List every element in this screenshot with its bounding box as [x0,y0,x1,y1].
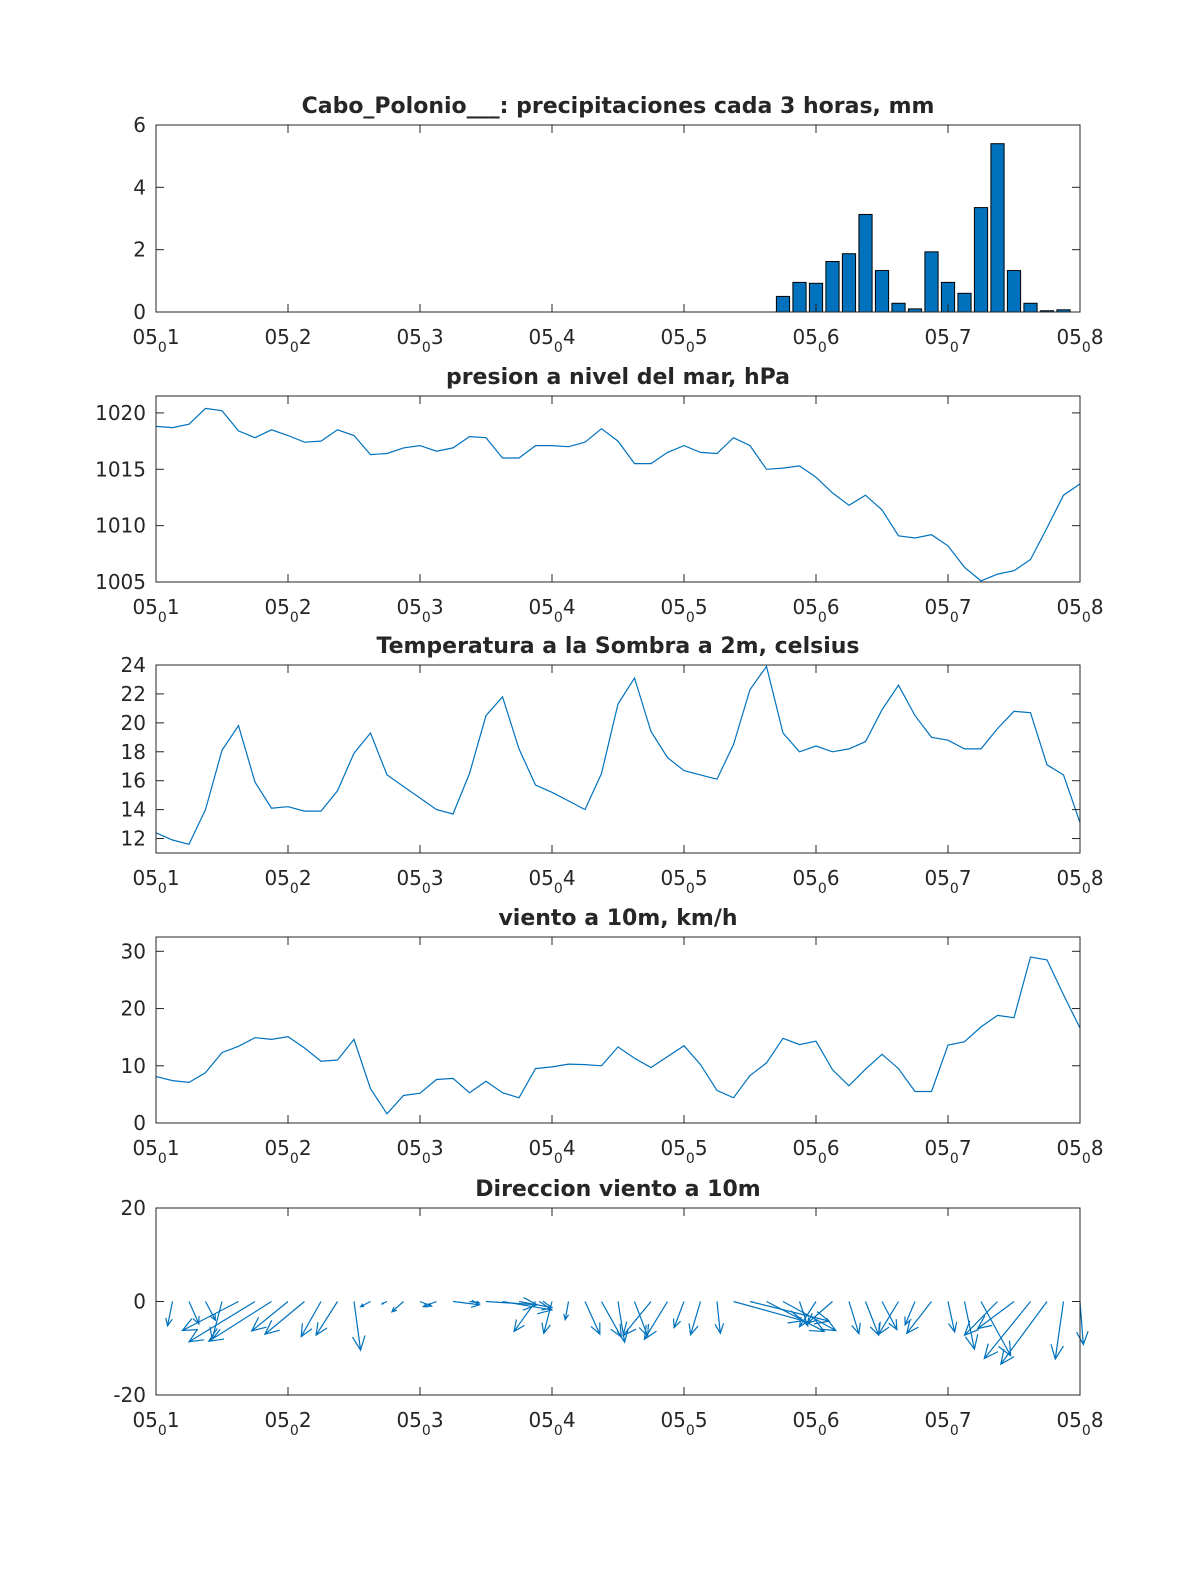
wind-arrow [209,1302,272,1342]
y-tick-label: 20 [120,710,146,735]
y-tick-label: 12 [120,826,146,851]
y-tick-label: 1020 [95,400,146,425]
x-tick-label: $05_02$ [264,1136,312,1167]
y-tick-label: 0 [133,300,146,324]
y-tick-label: 16 [120,768,146,793]
wind-arrow [981,1302,1011,1356]
wind-arrow [907,1302,932,1334]
wind-arrow [392,1302,404,1312]
wind-arrow [948,1302,957,1332]
x-tick-label: $05_04$ [528,866,576,897]
precip-bar [892,303,905,312]
x-tick-label: $05_01$ [132,325,180,356]
y-tick-label: 0 [133,1111,146,1135]
wind-arrow [879,1302,899,1335]
x-tick-label: $05_07$ [924,595,972,626]
precip-bar [1007,271,1020,312]
wind-arrow [166,1302,173,1326]
chart-title: viento a 10m, km/h [498,906,738,931]
x-tick-label: $05_06$ [792,325,840,356]
chart-title: Cabo_Polonio___: precipitaciones cada 3 horas, mm [301,94,935,119]
x-tick-label: $05_03$ [396,595,444,626]
x-tick-label: $05_04$ [528,325,576,356]
precip-bar [842,254,855,312]
chart-panel-2 [95,365,1103,626]
y-tick-label: 1015 [95,457,146,482]
y-tick-label: 4 [133,175,146,200]
wind-arrow [1001,1302,1047,1365]
wind-arrow [1051,1302,1063,1360]
x-tick-label: $05_08$ [1056,595,1104,626]
x-tick-label: $05_03$ [396,325,444,356]
chart-panel-5 [113,1177,1103,1439]
wind-arrow [965,1302,978,1350]
chart-title: Temperatura a la Sombra a 2m, celsius [376,634,860,659]
precip-bar [991,144,1004,312]
axes-box [156,937,1080,1123]
wind-arrow [382,1302,387,1304]
precip-bar [859,214,872,312]
x-tick-label: $05_01$ [132,1136,180,1167]
wind-arrow [453,1300,479,1307]
chart-panel-1 [132,94,1103,356]
precip-bar [958,293,971,312]
y-tick-label: 18 [120,739,146,764]
wind-arrow [715,1302,724,1334]
x-tick-label: $05_05$ [660,325,708,356]
wind-arrow [866,1302,880,1336]
series-line [156,957,1080,1114]
x-tick-label: $05_03$ [396,1408,444,1439]
x-tick-label: $05_06$ [792,1136,840,1167]
precip-bar [776,296,789,312]
wind-arrow [316,1302,337,1336]
y-tick-label: 24 [120,653,146,677]
x-tick-label: $05_02$ [264,595,312,626]
y-tick-label: 6 [133,113,146,137]
x-tick-label: $05_07$ [924,1136,972,1167]
precip-bar [925,252,938,312]
wind-arrow [252,1302,288,1331]
series-line [156,408,1080,581]
x-tick-label: $05_06$ [792,595,840,626]
wind-arrow [265,1302,305,1335]
x-tick-label: $05_05$ [660,1408,708,1439]
y-tick-label: 1005 [95,570,146,594]
x-tick-label: $05_01$ [132,1408,180,1439]
x-tick-label: $05_08$ [1056,866,1104,897]
x-tick-label: $05_04$ [528,1408,576,1439]
x-tick-label: $05_06$ [792,866,840,897]
chart-panel-4 [121,906,1104,1167]
wind-arrow [564,1302,569,1320]
wind-arrow [808,1302,833,1324]
precip-bar [826,262,839,312]
x-tick-label: $05_01$ [132,866,180,897]
precip-bar [1024,303,1037,312]
y-tick-label: 20 [120,996,146,1021]
wind-arrow [674,1302,684,1328]
x-tick-label: $05_02$ [264,866,312,897]
wind-arrow [361,1302,371,1307]
wind-arrow [514,1302,535,1332]
y-tick-label: -20 [113,1383,146,1407]
chart-panel-3 [121,634,1104,897]
precip-bar [974,208,987,312]
wind-arrow [849,1302,860,1334]
x-tick-label: $05_08$ [1056,1136,1104,1167]
x-tick-label: $05_04$ [528,595,576,626]
x-tick-label: $05_07$ [924,866,972,897]
chart-title: presion a nivel del mar, hPa [445,365,791,390]
y-tick-label: 14 [120,797,146,822]
series-line [156,666,1080,844]
x-tick-label: $05_05$ [660,866,708,897]
x-tick-label: $05_05$ [660,595,708,626]
y-tick-label: 20 [120,1196,146,1220]
x-tick-label: $05_07$ [924,325,972,356]
wind-arrow [689,1302,700,1335]
x-tick-label: $05_07$ [924,1408,972,1439]
precip-bar [875,271,888,312]
x-tick-label: $05_08$ [1056,325,1104,356]
y-tick-label: 2 [133,237,146,262]
y-tick-label: 10 [120,1053,146,1078]
axes-box [156,665,1080,853]
axes-box [156,396,1080,582]
x-tick-label: $05_08$ [1056,1408,1104,1439]
y-tick-label: 30 [120,939,146,964]
precip-bar [793,282,806,312]
x-tick-label: $05_01$ [132,595,180,626]
wind-arrow [585,1302,600,1335]
x-tick-label: $05_02$ [264,325,312,356]
wind-arrow [1077,1302,1089,1345]
x-tick-label: $05_06$ [792,1408,840,1439]
y-tick-label: 0 [133,1289,146,1314]
y-tick-label: 1010 [95,513,146,538]
x-tick-label: $05_03$ [396,866,444,897]
x-tick-label: $05_05$ [660,1136,708,1167]
wind-arrow [352,1302,364,1351]
chart-title: Direccion viento a 10m [475,1177,761,1202]
wind-arrow [965,1302,998,1336]
x-tick-label: $05_02$ [264,1408,312,1439]
x-tick-label: $05_03$ [396,1136,444,1167]
x-tick-label: $05_04$ [528,1136,576,1167]
y-tick-label: 22 [120,681,146,706]
wind-arrow [644,1302,667,1340]
